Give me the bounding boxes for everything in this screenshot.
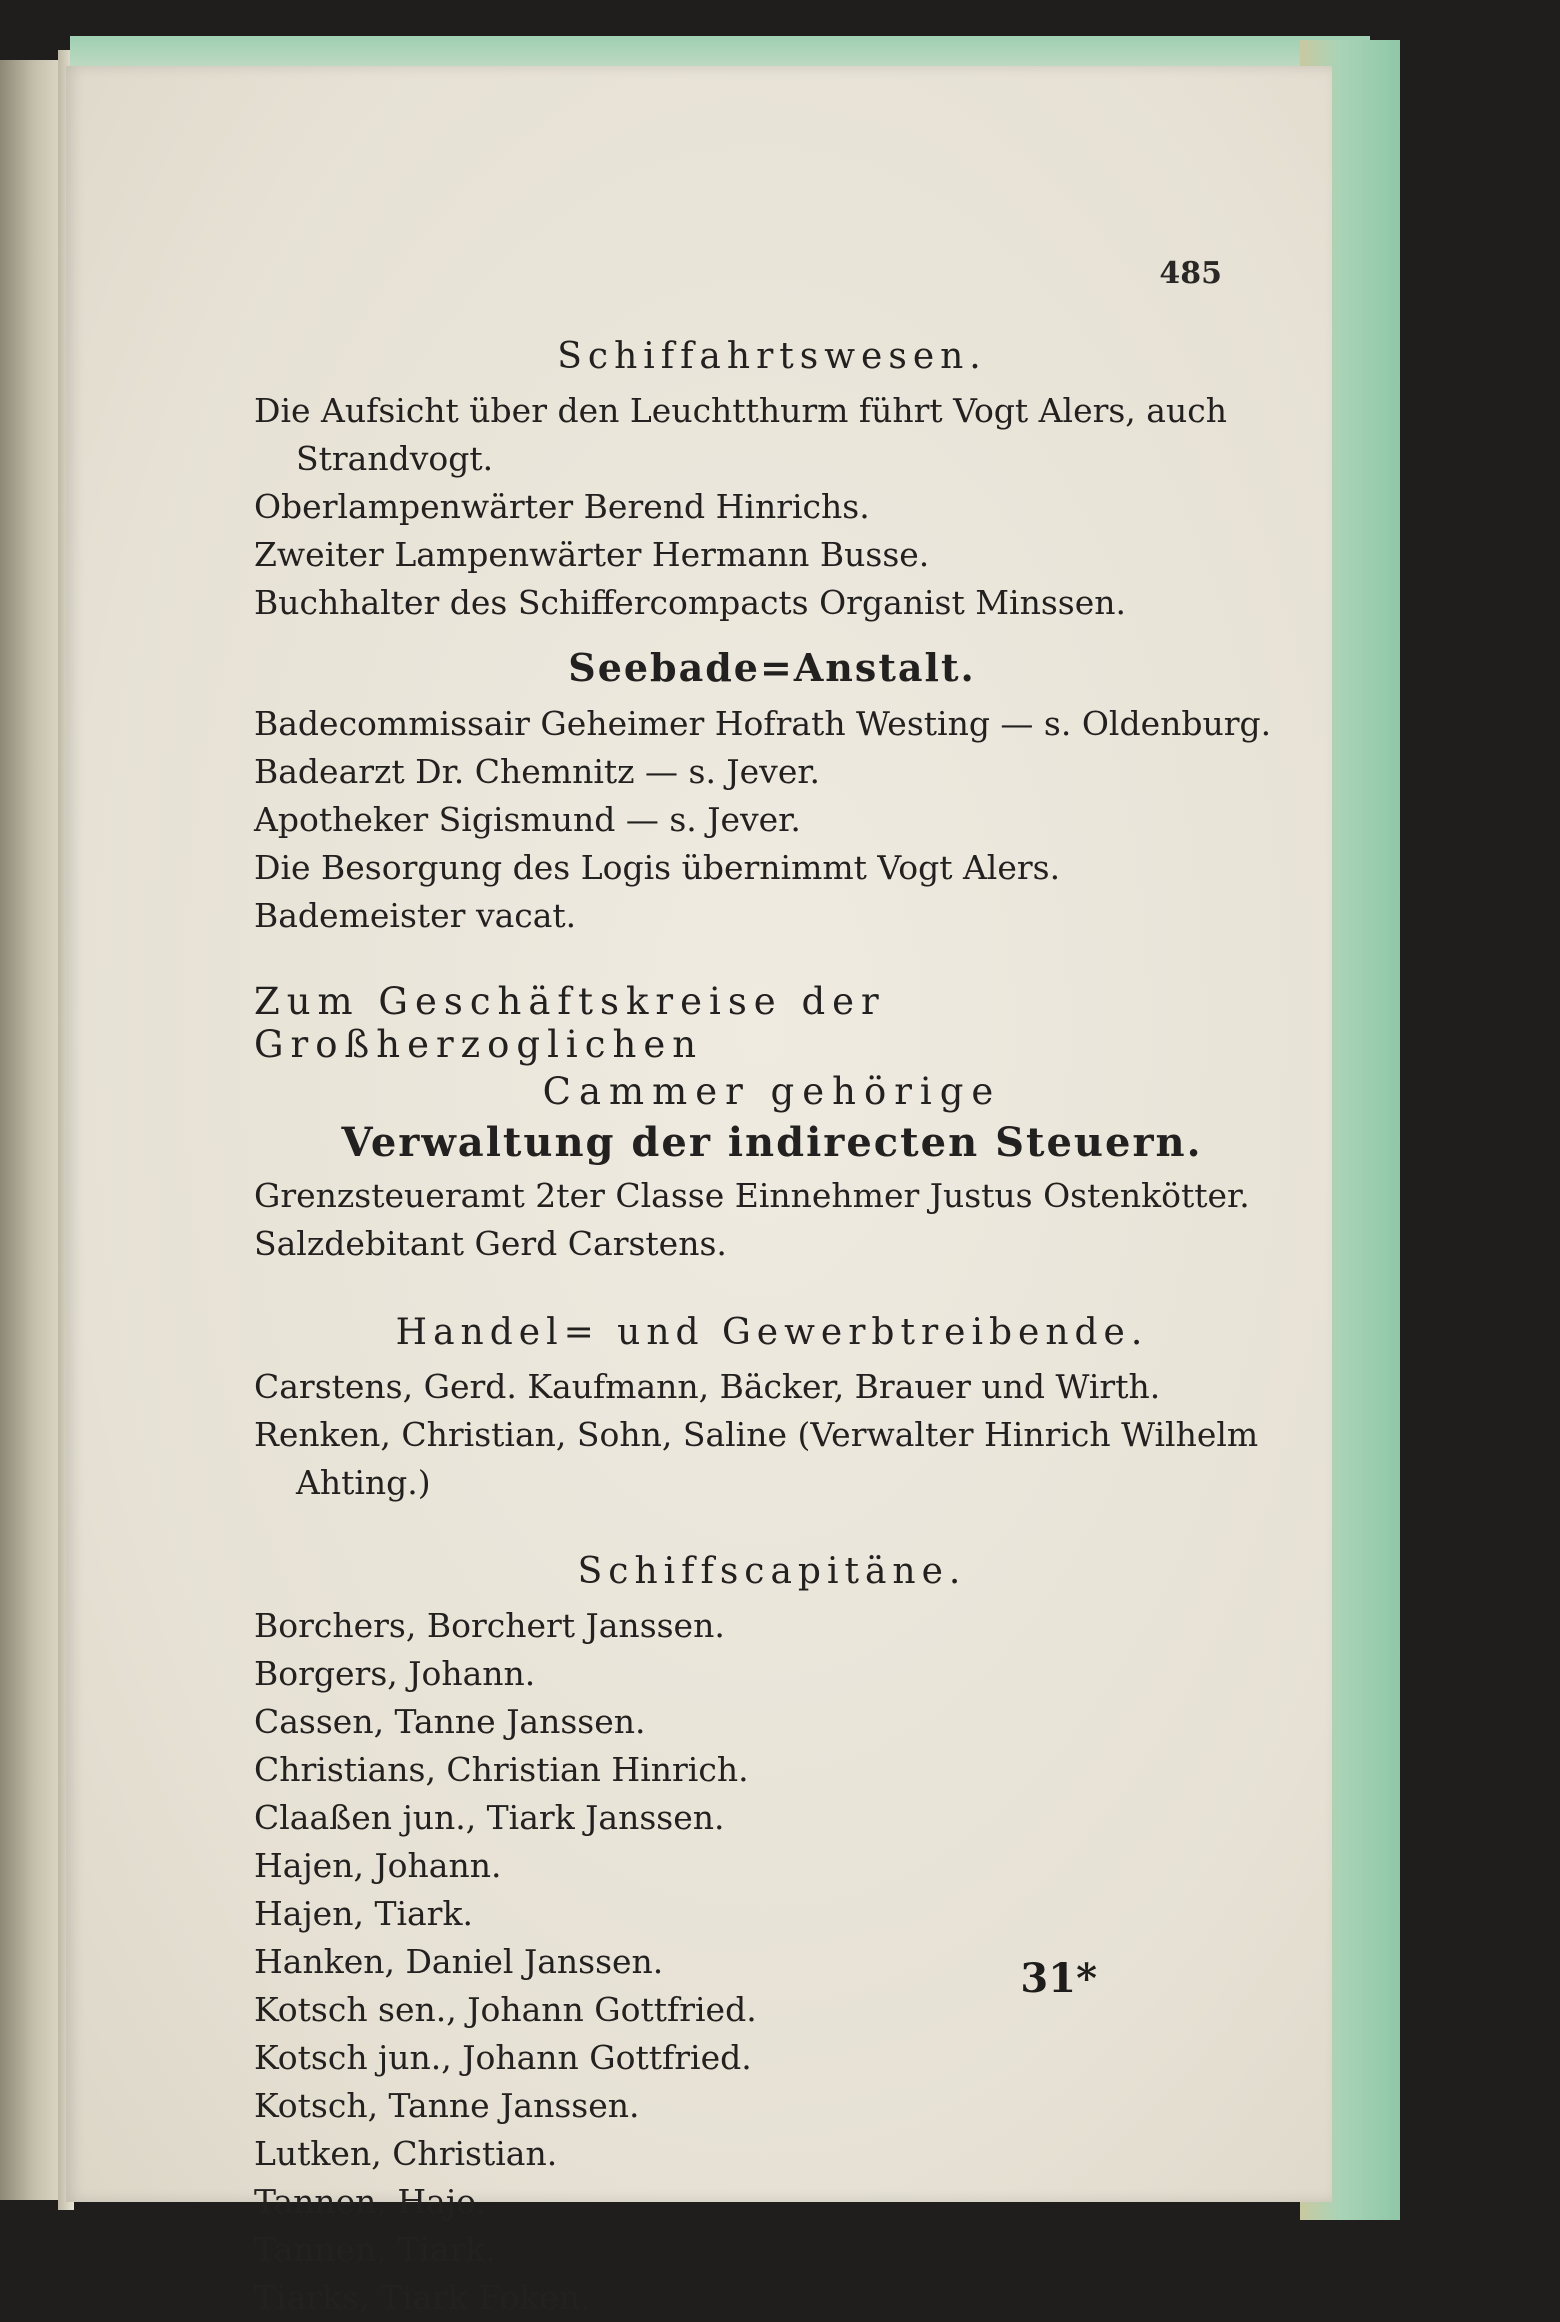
list-item: Hanken, Daniel Janssen.	[254, 1942, 664, 1981]
list-item: Zweiter Lampenwärter Hermann Busse.	[254, 535, 930, 574]
schiffahrt-entries	[254, 387, 1290, 627]
list-item: Lutken, Christian.	[254, 2134, 558, 2173]
list-item: Kotsch sen., Johann Gottfried.	[254, 1990, 757, 2029]
list-item: Kotsch, Tanne Janssen.	[254, 2086, 640, 2125]
section-title-cammer-line2: Cammer gehörige	[542, 1070, 1002, 1113]
cammer-entries	[254, 1172, 1290, 1268]
page-number: 485	[1159, 256, 1222, 291]
list-item: Badearzt Dr. Chemnitz — s. Jever.	[254, 752, 820, 791]
list-item: Hajen, Johann.	[254, 1846, 502, 1885]
list-item: Cassen, Tanne Janssen.	[254, 1702, 646, 1741]
list-item: Oberlampenwärter Berend Hinrichs.	[254, 487, 870, 526]
seebade-entries	[254, 700, 1290, 940]
list-item: Apotheker Sigismund — s. Jever.	[254, 800, 801, 839]
list-item: Carstens, Gerd. Kaufmann, Bäcker, Brauer und Wirth.	[254, 1367, 1161, 1406]
list-item: Christians, Christian Hinrich.	[254, 1750, 749, 1789]
section-title-seebade: Seebade=Anstalt.	[568, 645, 976, 690]
list-item: Buchhalter des Schiffercompacts Organist Minssen.	[254, 583, 1126, 622]
list-item: Tannen, Hajo.	[254, 2182, 486, 2221]
list-item: Renken, Christian, Sohn, Saline (Verwalter Hinrich Wilhelm Ahting.)	[254, 1415, 1259, 1502]
section-title-cammer-line1: Zum Geschäftskreise der Großherzoglichen	[254, 980, 886, 1066]
capitaene-entries	[254, 1602, 1290, 2322]
section-title-capitaene: Schiffscapitäne.	[577, 1551, 967, 1592]
list-item: Die Besorgung des Logis übernimmt Vogt Alers.	[254, 848, 1061, 887]
handel-entries	[254, 1363, 1290, 1507]
list-item: Claaßen jun., Tiark Janssen.	[254, 1798, 725, 1837]
section-title-schiffahrt: Schiffahrtswesen.	[557, 336, 987, 377]
page-content	[254, 266, 1290, 2322]
list-item: Hajen, Tiark.	[254, 1894, 473, 1933]
folio-signature: 31*	[1020, 1955, 1097, 2002]
list-item: Grenzsteueramt 2ter Classe Einnehmer Justus Ostenkötter.	[254, 1176, 1250, 1215]
list-item: Tiarks, Tiark Foken.	[254, 2278, 591, 2317]
section-title-cammer-line3: Verwaltung der indirecten Steuern.	[341, 1119, 1203, 1166]
section-title-handel: Handel= und Gewerbtreibende.	[395, 1312, 1149, 1353]
list-item: Borchers, Borchert Janssen.	[254, 1606, 725, 1645]
list-item: Tannen, Tiark.	[254, 2230, 496, 2269]
list-item: Salzdebitant Gerd Carstens.	[254, 1224, 727, 1263]
book-page	[66, 66, 1332, 2317]
list-item: Bademeister vacat.	[254, 896, 577, 935]
list-item: Kotsch jun., Johann Gottfried.	[254, 2038, 752, 2077]
list-item: Borgers, Johann.	[254, 1654, 536, 1693]
left-page-edge	[0, 60, 62, 2200]
list-item: Die Aufsicht über den Leuchtthurm führt Vogt Alers, auch Strandvogt.	[254, 391, 1227, 478]
list-item: Badecommissair Geheimer Hofrath Westing — s. Oldenburg.	[254, 704, 1272, 743]
